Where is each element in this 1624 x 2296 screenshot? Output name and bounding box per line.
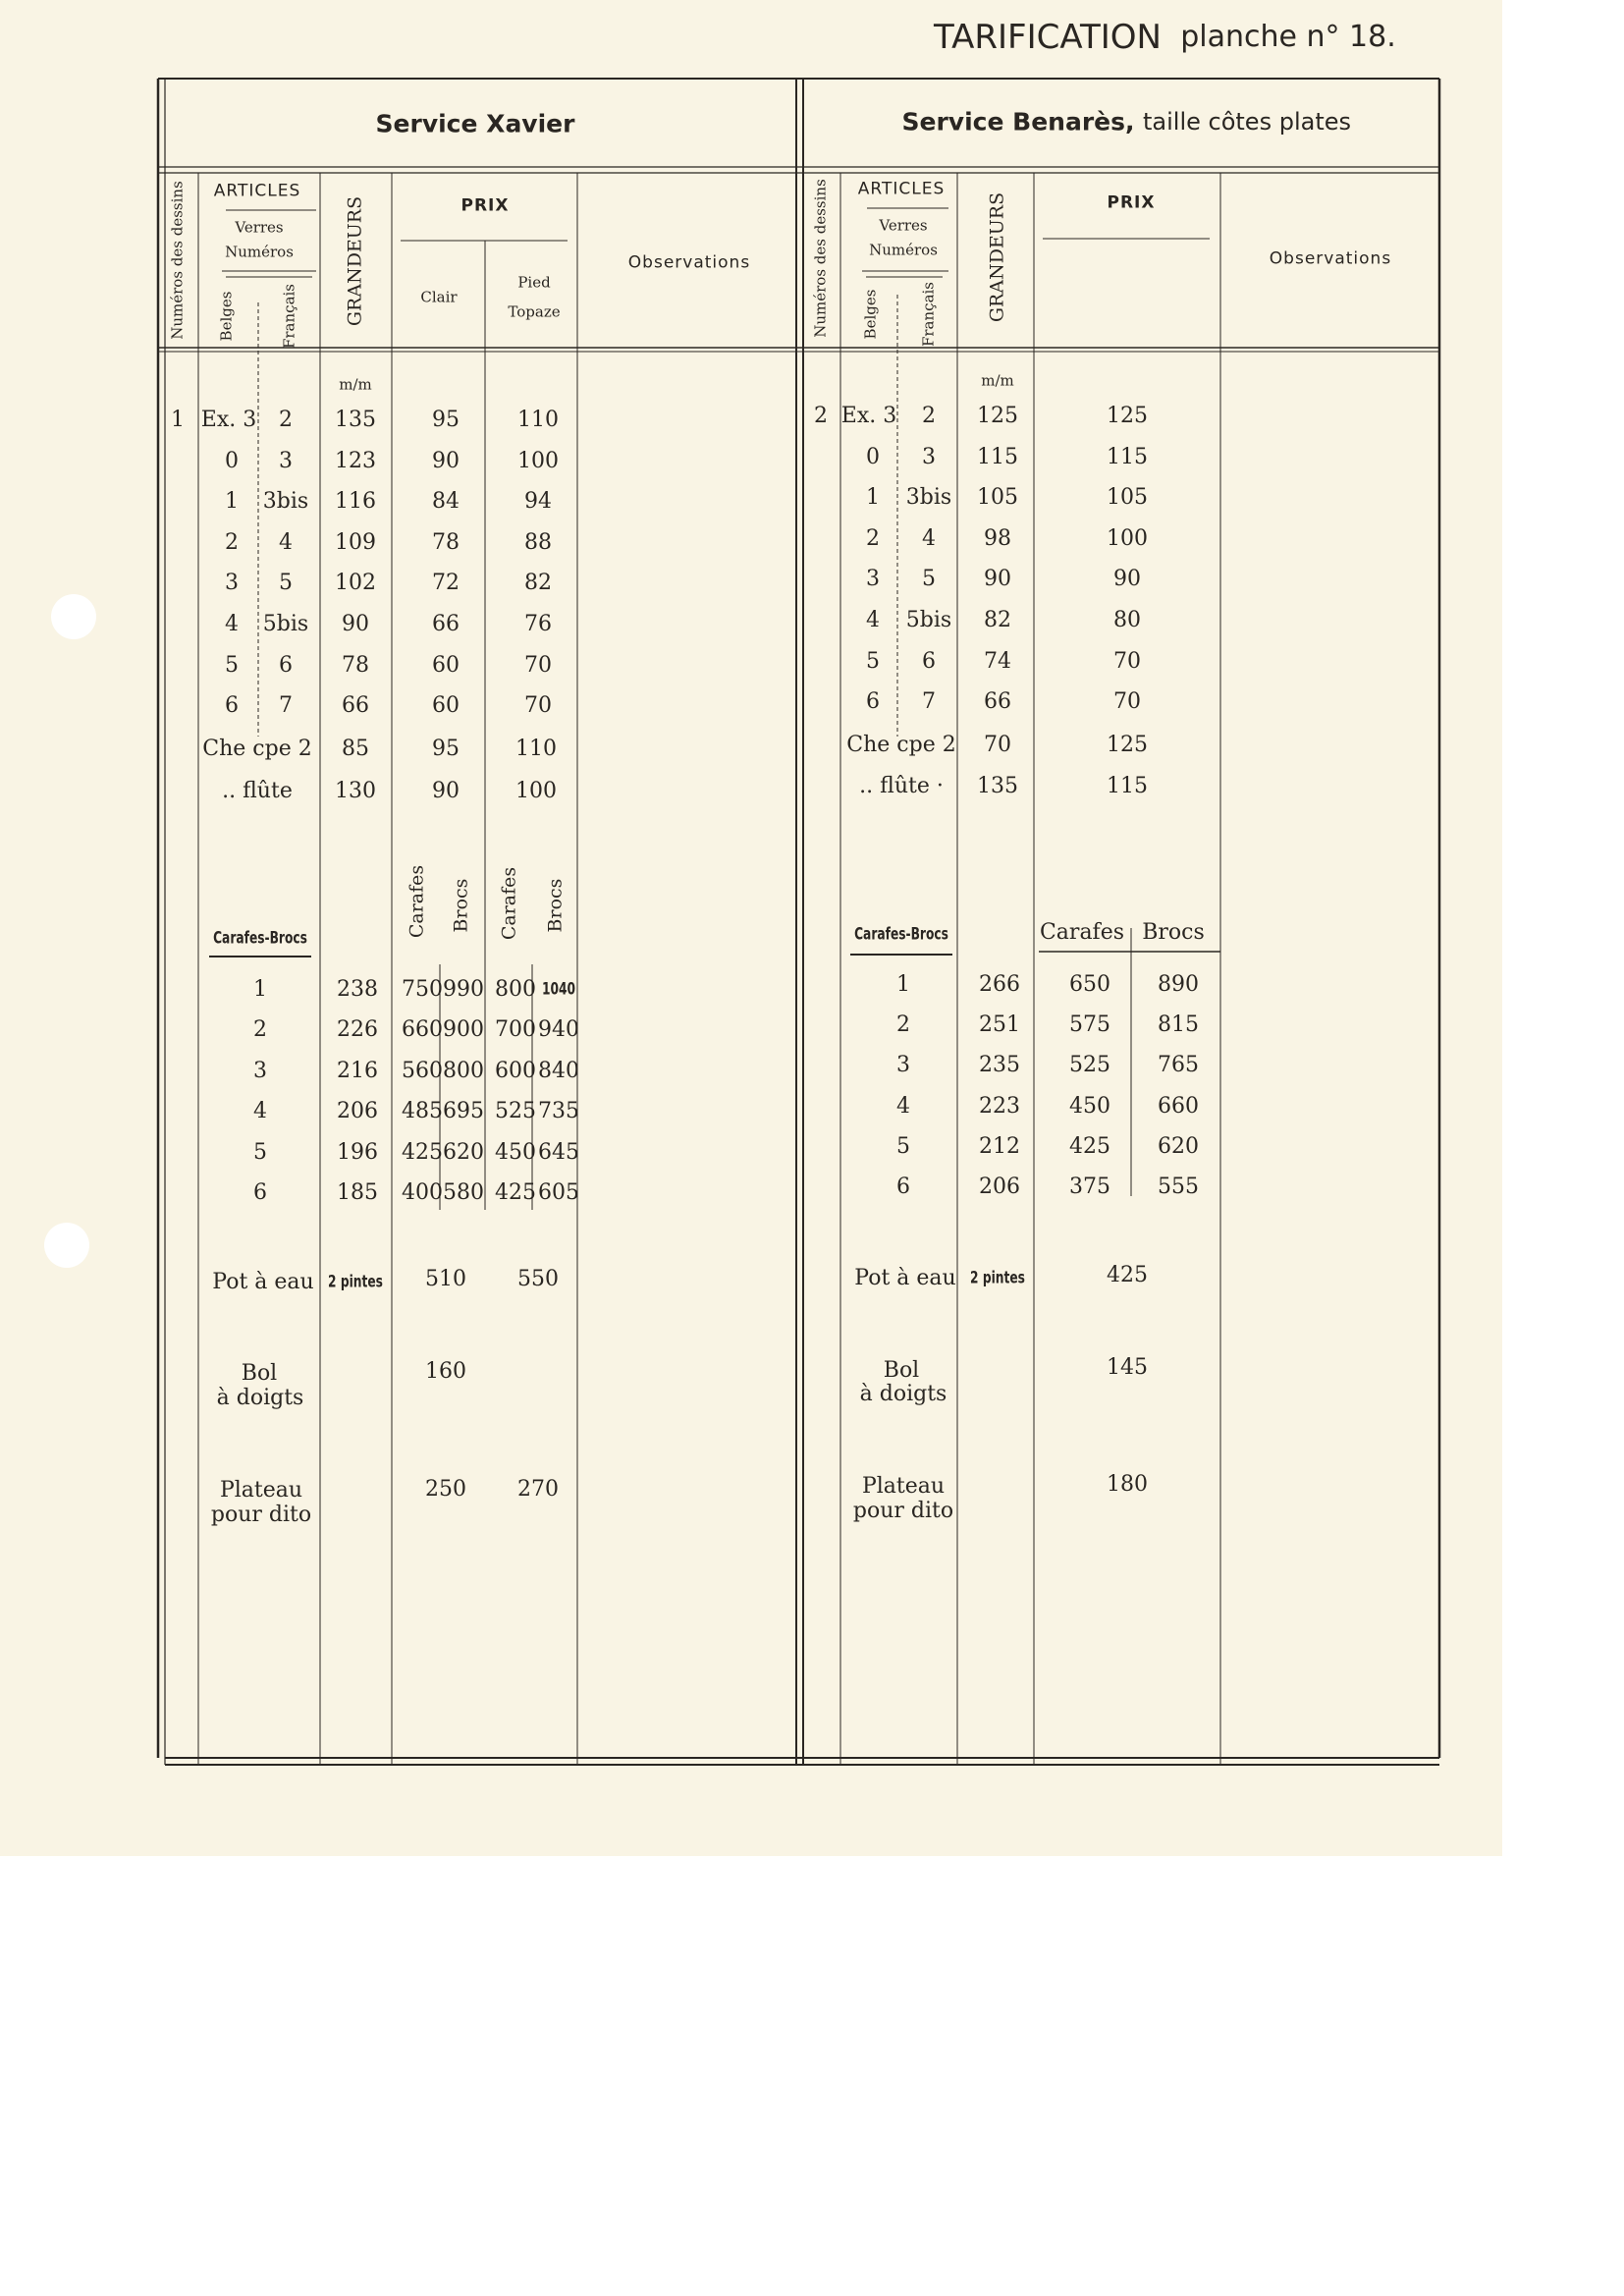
grandeur-cell: 109 bbox=[335, 529, 376, 555]
design-number: 2 bbox=[814, 404, 828, 428]
francais-number: 5 bbox=[922, 567, 936, 592]
belge-number: 1 bbox=[225, 489, 239, 515]
carafes-topaze-header: Carafes bbox=[498, 866, 520, 941]
grandeur-cell: 226 bbox=[337, 1017, 378, 1043]
numeros-header: Numéros bbox=[869, 241, 938, 259]
belge-number: 3 bbox=[225, 571, 239, 596]
francais-number: 3 bbox=[279, 448, 293, 473]
grandeur-cell: 66 bbox=[984, 689, 1011, 715]
francais-number: 6 bbox=[922, 648, 936, 674]
item-label: à doigts bbox=[216, 1386, 304, 1410]
carafe-clair-price: 400 bbox=[402, 1180, 443, 1205]
grandeur-cell: 82 bbox=[984, 608, 1011, 632]
grandeur-cell: 85 bbox=[342, 737, 369, 761]
topaze-price: 110 bbox=[517, 408, 559, 432]
topaze-price: 82 bbox=[524, 571, 552, 596]
grandeur-cell: 90 bbox=[984, 567, 1011, 592]
francais-number: 3bis bbox=[262, 489, 309, 515]
belge-number: 3 bbox=[866, 567, 880, 592]
price-cell: 70 bbox=[1113, 689, 1141, 715]
page-title: TARIFICATION bbox=[934, 18, 1162, 57]
carafe-price: 575 bbox=[1069, 1012, 1110, 1038]
articles-header: ARTICLES bbox=[213, 181, 301, 201]
francais-number: 5bis bbox=[905, 608, 952, 632]
carafe-number: 2 bbox=[896, 1012, 910, 1038]
carafes-brocs-heading: Carafes-Brocs bbox=[854, 924, 948, 945]
carafes-brocs-heading: Carafes-Brocs bbox=[213, 928, 307, 949]
belge-number: 2 bbox=[866, 525, 880, 551]
item-label: pour dito bbox=[852, 1499, 954, 1523]
francais-number: 4 bbox=[279, 529, 293, 555]
design-number: 1 bbox=[171, 408, 185, 432]
item-label: Bol bbox=[883, 1358, 920, 1383]
francais-number: 5 bbox=[279, 571, 293, 596]
broc-clair-price: 990 bbox=[443, 977, 484, 1002]
verres-header: Verres bbox=[879, 216, 928, 235]
item-label: Pot à eau bbox=[854, 1266, 956, 1290]
grandeur-cell: 115 bbox=[977, 444, 1018, 469]
grandeur-cell: 235 bbox=[979, 1053, 1020, 1078]
grandeur-cell: 223 bbox=[979, 1093, 1020, 1119]
clair-price: 84 bbox=[432, 489, 460, 515]
grandeur-cell: 135 bbox=[977, 774, 1018, 798]
numeros-dessins-header: Numéros des dessins bbox=[811, 179, 830, 338]
grandeur-cell: 2 pintes bbox=[970, 1268, 1025, 1288]
belges-header: Belges bbox=[217, 291, 236, 342]
benares-service-title: Service Benarès, bbox=[901, 107, 1135, 137]
broc-topaze-price: 605 bbox=[538, 1180, 579, 1205]
numeros-header: Numéros bbox=[225, 243, 294, 261]
francais-number: 4 bbox=[922, 525, 936, 551]
francais-header: Français bbox=[919, 281, 938, 348]
belge-number: 5 bbox=[225, 652, 239, 678]
item-label: Plateau bbox=[861, 1474, 946, 1499]
articles-header: ARTICLES bbox=[857, 179, 946, 199]
benares-service-subtitle: taille côtes plates bbox=[1143, 108, 1351, 136]
topaze-price: 110 bbox=[515, 737, 557, 761]
grandeur-cell: 123 bbox=[335, 448, 376, 473]
price-cell: 145 bbox=[1107, 1355, 1148, 1380]
grandeurs-header: GRANDEURS bbox=[344, 195, 366, 327]
grandeur-cell: 2 pintes bbox=[328, 1272, 383, 1292]
francais-number: 5bis bbox=[262, 612, 309, 636]
item-label: Pot à eau bbox=[212, 1270, 314, 1294]
belge-number: 4 bbox=[225, 612, 239, 636]
grandeur-cell: 90 bbox=[342, 612, 369, 636]
clair-price: 95 bbox=[432, 408, 460, 432]
grandeur-cell: 266 bbox=[979, 972, 1020, 997]
grandeur-cell: 70 bbox=[984, 733, 1011, 757]
topaze-price: 270 bbox=[517, 1477, 559, 1502]
broc-topaze-price: 840 bbox=[538, 1058, 579, 1083]
carafe-price: 450 bbox=[1069, 1093, 1110, 1119]
prix-header: PRIX bbox=[1107, 192, 1156, 213]
topaze-price: 76 bbox=[524, 612, 552, 636]
broc-topaze-price: 940 bbox=[538, 1017, 579, 1043]
carafe-topaze-price: 700 bbox=[495, 1017, 536, 1043]
belge-number: 6 bbox=[866, 689, 880, 715]
broc-price: 660 bbox=[1158, 1093, 1199, 1119]
grandeur-cell: 251 bbox=[979, 1012, 1020, 1038]
price-cell: 115 bbox=[1107, 774, 1148, 798]
observations-header: Observations bbox=[627, 252, 751, 273]
grandeur-cell: 105 bbox=[977, 485, 1018, 511]
carafe-number: 6 bbox=[253, 1180, 267, 1205]
grandeur-cell: 78 bbox=[342, 652, 369, 678]
brocs-topaze-header: Brocs bbox=[544, 878, 567, 933]
topaze-price: 100 bbox=[515, 779, 557, 803]
carafe-number: 1 bbox=[253, 977, 267, 1002]
belge-number: 5 bbox=[866, 648, 880, 674]
item-label: pour dito bbox=[210, 1503, 312, 1527]
verres-header: Verres bbox=[235, 218, 284, 237]
francais-header: Français bbox=[280, 283, 298, 350]
price-cell: 125 bbox=[1107, 404, 1148, 428]
carafe-topaze-price: 800 bbox=[495, 977, 536, 1002]
topaze-price: 94 bbox=[524, 489, 552, 515]
item-label: .. flûte · bbox=[859, 774, 944, 798]
broc-price: 890 bbox=[1158, 972, 1199, 997]
francais-number: 6 bbox=[279, 652, 293, 678]
carafe-number: 1 bbox=[896, 972, 910, 997]
belge-number: 0 bbox=[225, 448, 239, 473]
broc-topaze-price: 645 bbox=[538, 1139, 579, 1165]
clair-price: 160 bbox=[425, 1359, 466, 1384]
clair-price: 510 bbox=[425, 1267, 466, 1291]
belge-number: 6 bbox=[225, 693, 239, 719]
carafe-topaze-price: 450 bbox=[495, 1139, 536, 1165]
broc-topaze-price: 1040 bbox=[541, 979, 576, 1000]
unit-label: m/m bbox=[339, 375, 372, 394]
broc-price: 765 bbox=[1158, 1053, 1199, 1078]
price-cell: 115 bbox=[1107, 444, 1148, 469]
grandeur-cell: 206 bbox=[337, 1099, 378, 1124]
belges-header: Belges bbox=[861, 289, 880, 340]
carafes-header: Carafes bbox=[1039, 920, 1125, 945]
clair-price: 90 bbox=[432, 779, 460, 803]
topaze-price: 70 bbox=[524, 652, 552, 678]
grandeur-cell: 98 bbox=[984, 525, 1011, 551]
belge-number: 0 bbox=[866, 444, 880, 469]
francais-number: 7 bbox=[279, 693, 293, 719]
clair-price: 66 bbox=[432, 612, 460, 636]
broc-clair-price: 800 bbox=[443, 1058, 484, 1083]
prix-header: PRIX bbox=[460, 195, 510, 216]
broc-clair-price: 580 bbox=[443, 1180, 484, 1205]
item-label: à doigts bbox=[859, 1382, 947, 1406]
clair-price: 95 bbox=[432, 737, 460, 761]
price-cell: 105 bbox=[1107, 485, 1148, 511]
broc-price: 620 bbox=[1158, 1133, 1199, 1159]
carafe-topaze-price: 525 bbox=[495, 1099, 536, 1124]
clair-price: 78 bbox=[432, 529, 460, 555]
belge-number: Ex. 3 bbox=[840, 404, 897, 428]
broc-clair-price: 695 bbox=[443, 1099, 484, 1124]
carafe-number: 5 bbox=[896, 1133, 910, 1159]
pied-header: Pied bbox=[517, 273, 551, 292]
grandeur-cell: 206 bbox=[979, 1175, 1020, 1199]
grandeur-cell: 238 bbox=[337, 977, 378, 1002]
price-cell: 90 bbox=[1113, 567, 1141, 592]
carafe-topaze-price: 600 bbox=[495, 1058, 536, 1083]
carafe-clair-price: 425 bbox=[402, 1139, 443, 1165]
carafe-topaze-price: 425 bbox=[495, 1180, 536, 1205]
broc-topaze-price: 735 bbox=[538, 1099, 579, 1124]
brocs-header: Brocs bbox=[1142, 920, 1205, 945]
clair-price: 250 bbox=[425, 1477, 466, 1502]
carafe-number: 2 bbox=[253, 1017, 267, 1043]
unit-label: m/m bbox=[981, 371, 1014, 390]
grandeur-cell: 196 bbox=[337, 1139, 378, 1165]
broc-clair-price: 900 bbox=[443, 1017, 484, 1043]
broc-price: 815 bbox=[1158, 1012, 1199, 1038]
topaze-price: 550 bbox=[517, 1267, 559, 1291]
francais-number: 7 bbox=[922, 689, 936, 715]
grandeur-cell: 74 bbox=[984, 648, 1011, 674]
carafe-number: 3 bbox=[896, 1053, 910, 1078]
clair-price: 72 bbox=[432, 571, 460, 596]
grandeur-cell: 116 bbox=[335, 489, 376, 515]
clair-price: 60 bbox=[432, 693, 460, 719]
carafe-clair-price: 485 bbox=[402, 1099, 443, 1124]
clair-header: Clair bbox=[420, 288, 458, 306]
price-cell: 180 bbox=[1107, 1472, 1148, 1497]
grandeur-cell: 135 bbox=[335, 408, 376, 432]
francais-number: 3 bbox=[922, 444, 936, 469]
carafe-price: 525 bbox=[1069, 1053, 1110, 1078]
belge-number: 4 bbox=[866, 608, 880, 632]
price-cell: 100 bbox=[1107, 525, 1148, 551]
belge-number: 2 bbox=[225, 529, 239, 555]
price-cell: 125 bbox=[1107, 733, 1148, 757]
topaze-header: Topaze bbox=[508, 302, 561, 321]
carafe-clair-price: 560 bbox=[402, 1058, 443, 1083]
item-label: Che cpe 2 bbox=[846, 733, 956, 757]
item-label: Bol bbox=[241, 1361, 278, 1386]
carafe-price: 425 bbox=[1069, 1133, 1110, 1159]
grandeur-cell: 216 bbox=[337, 1058, 378, 1083]
belge-number: 1 bbox=[866, 485, 880, 511]
broc-price: 555 bbox=[1158, 1175, 1199, 1199]
carafe-clair-price: 660 bbox=[402, 1017, 443, 1043]
item-label: Che cpe 2 bbox=[202, 737, 312, 761]
grandeurs-header: GRANDEURS bbox=[986, 191, 1008, 323]
numeros-dessins-header: Numéros des dessins bbox=[168, 181, 187, 340]
carafe-number: 6 bbox=[896, 1175, 910, 1199]
carafe-price: 650 bbox=[1069, 972, 1110, 997]
carafe-number: 4 bbox=[253, 1099, 267, 1124]
item-label: .. flûte bbox=[222, 779, 293, 803]
francais-number: 2 bbox=[922, 404, 936, 428]
item-label: Plateau bbox=[219, 1478, 303, 1503]
francais-number: 2 bbox=[279, 408, 293, 432]
brocs-clair-header: Brocs bbox=[450, 878, 472, 933]
grandeur-cell: 102 bbox=[335, 571, 376, 596]
grandeur-cell: 130 bbox=[335, 779, 376, 803]
grandeur-cell: 185 bbox=[337, 1180, 378, 1205]
price-cell: 425 bbox=[1107, 1263, 1148, 1287]
topaze-price: 70 bbox=[524, 693, 552, 719]
broc-clair-price: 620 bbox=[443, 1139, 484, 1165]
grandeur-cell: 125 bbox=[977, 404, 1018, 428]
xavier-service-title: Service Xavier bbox=[375, 109, 575, 138]
carafe-number: 3 bbox=[253, 1058, 267, 1083]
topaze-price: 88 bbox=[524, 529, 552, 555]
clair-price: 90 bbox=[432, 448, 460, 473]
francais-number: 3bis bbox=[905, 485, 952, 511]
price-cell: 80 bbox=[1113, 608, 1141, 632]
grandeur-cell: 212 bbox=[979, 1133, 1020, 1159]
planche-number: planche n° 18. bbox=[1180, 20, 1396, 54]
clair-price: 60 bbox=[432, 652, 460, 678]
grandeur-cell: 66 bbox=[342, 693, 369, 719]
observations-header: Observations bbox=[1269, 248, 1392, 269]
belge-number: Ex. 3 bbox=[200, 408, 257, 432]
carafes-clair-header: Carafes bbox=[406, 864, 428, 939]
carafe-price: 375 bbox=[1069, 1175, 1110, 1199]
carafe-clair-price: 750 bbox=[402, 977, 443, 1002]
carafe-number: 5 bbox=[253, 1139, 267, 1165]
price-cell: 70 bbox=[1113, 648, 1141, 674]
topaze-price: 100 bbox=[517, 448, 559, 473]
carafe-number: 4 bbox=[896, 1093, 910, 1119]
